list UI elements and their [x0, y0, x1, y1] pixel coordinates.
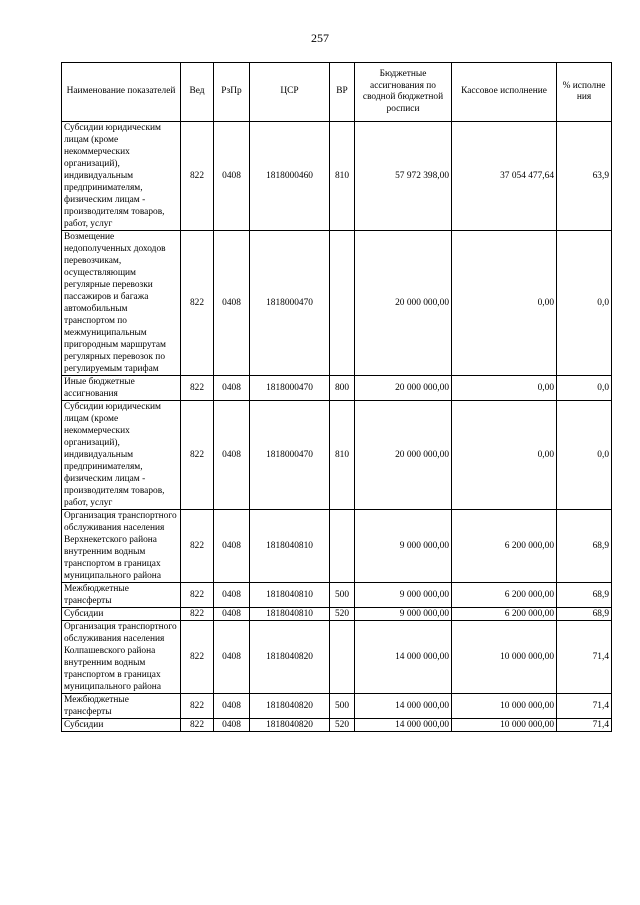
column-header-ved: Вед [181, 63, 214, 122]
row-assignments: 14 000 000,00 [355, 621, 452, 694]
row-name: Организация транспортного обслуживания населения Колпашевского района внутренним водным транспортом в границах муниципального района [62, 621, 181, 694]
row-assignments: 57 972 398,00 [355, 122, 452, 231]
row-assignments: 20 000 000,00 [355, 401, 452, 510]
table-row [62, 583, 612, 608]
row-rzpr: 0408 [214, 608, 250, 621]
row-ved: 822 [181, 510, 214, 583]
row-vr: 800 [330, 376, 355, 401]
row-csr: 1818000470 [250, 401, 330, 510]
row-csr: 1818040820 [250, 719, 330, 732]
row-vr: 810 [330, 401, 355, 510]
table-row [62, 719, 612, 732]
row-rzpr: 0408 [214, 583, 250, 608]
row-execution: 6 200 000,00 [452, 608, 557, 621]
row-csr: 1818000470 [250, 376, 330, 401]
row-assignments: 14 000 000,00 [355, 719, 452, 732]
row-csr: 1818040810 [250, 608, 330, 621]
table-row [62, 122, 612, 231]
row-percent: 68,9 [557, 583, 612, 608]
budget-execution-table [61, 62, 612, 732]
row-name: Субсидии [62, 719, 181, 732]
row-ved: 822 [181, 376, 214, 401]
row-rzpr: 0408 [214, 621, 250, 694]
table-row [62, 401, 612, 510]
row-csr: 1818040810 [250, 510, 330, 583]
row-vr [330, 621, 355, 694]
row-percent: 71,4 [557, 694, 612, 719]
row-ved: 822 [181, 231, 214, 376]
row-csr: 1818000460 [250, 122, 330, 231]
row-execution: 10 000 000,00 [452, 694, 557, 719]
row-ved: 822 [181, 401, 214, 510]
row-vr: 810 [330, 122, 355, 231]
row-execution: 10 000 000,00 [452, 621, 557, 694]
row-rzpr: 0408 [214, 231, 250, 376]
row-assignments: 9 000 000,00 [355, 510, 452, 583]
row-rzpr: 0408 [214, 401, 250, 510]
row-vr: 520 [330, 608, 355, 621]
row-name: Возмещение недополученных доходов перевозчикам, осуществляющим регулярные перевозки пассажиров и багажа автомобильным транспортом по межмуниципальным пригородным маршрутам регулярных перевозок по регулируемым тарифам [62, 231, 181, 376]
row-vr [330, 510, 355, 583]
page-number: 257 [311, 31, 329, 45]
row-csr: 1818000470 [250, 231, 330, 376]
row-vr: 520 [330, 719, 355, 732]
row-percent: 63,9 [557, 122, 612, 231]
row-rzpr: 0408 [214, 122, 250, 231]
row-percent: 71,4 [557, 621, 612, 694]
row-execution: 6 200 000,00 [452, 510, 557, 583]
row-percent: 0,0 [557, 401, 612, 510]
row-csr: 1818040810 [250, 583, 330, 608]
row-name: Межбюджетные трансферты [62, 583, 181, 608]
table-row [62, 608, 612, 621]
row-execution: 0,00 [452, 376, 557, 401]
row-assignments: 9 000 000,00 [355, 583, 452, 608]
row-vr: 500 [330, 694, 355, 719]
row-vr [330, 231, 355, 376]
row-ved: 822 [181, 122, 214, 231]
row-name: Субсидии [62, 608, 181, 621]
row-ved: 822 [181, 694, 214, 719]
row-assignments: 14 000 000,00 [355, 694, 452, 719]
row-csr: 1818040820 [250, 621, 330, 694]
row-ved: 822 [181, 608, 214, 621]
row-rzpr: 0408 [214, 694, 250, 719]
table-row [62, 621, 612, 694]
row-execution: 0,00 [452, 401, 557, 510]
row-percent: 71,4 [557, 719, 612, 732]
row-assignments: 9 000 000,00 [355, 608, 452, 621]
row-name: Субсидии юридическим лицам (кроме некоммерческих организаций), индивидуальным предпринимателям, физическим лицам - производителям товаров, работ, услуг [62, 122, 181, 231]
row-execution: 0,00 [452, 231, 557, 376]
table-row [62, 231, 612, 376]
column-header-vr: ВР [330, 63, 355, 122]
row-percent: 68,9 [557, 510, 612, 583]
column-header-assignments: Бюджетные ассигнования по сводной бюджетной росписи [355, 63, 452, 122]
row-ved: 822 [181, 719, 214, 732]
table-header-row [62, 63, 612, 122]
row-rzpr: 0408 [214, 510, 250, 583]
row-execution: 37 054 477,64 [452, 122, 557, 231]
row-name: Иные бюджетные ассигнования [62, 376, 181, 401]
row-assignments: 20 000 000,00 [355, 376, 452, 401]
row-ved: 822 [181, 621, 214, 694]
column-header-execution: Кассовое исполнение [452, 63, 557, 122]
table-row [62, 376, 612, 401]
row-assignments: 20 000 000,00 [355, 231, 452, 376]
column-header-csr: ЦСР [250, 63, 330, 122]
table-row [62, 694, 612, 719]
row-rzpr: 0408 [214, 719, 250, 732]
row-percent: 68,9 [557, 608, 612, 621]
row-execution: 10 000 000,00 [452, 719, 557, 732]
row-csr: 1818040820 [250, 694, 330, 719]
row-name: Межбюджетные трансферты [62, 694, 181, 719]
row-rzpr: 0408 [214, 376, 250, 401]
table-row [62, 510, 612, 583]
row-name: Субсидии юридическим лицам (кроме некоммерческих организаций), индивидуальным предпринимателям, физическим лицам - производителям товаров, работ, услуг [62, 401, 181, 510]
row-ved: 822 [181, 583, 214, 608]
row-execution: 6 200 000,00 [452, 583, 557, 608]
column-header-percent: % исполне ния [557, 63, 612, 122]
row-vr: 500 [330, 583, 355, 608]
column-header-name: Наименование показателей [62, 63, 181, 122]
row-percent: 0,0 [557, 376, 612, 401]
column-header-rzpr: РзПр [214, 63, 250, 122]
row-percent: 0,0 [557, 231, 612, 376]
row-name: Организация транспортного обслуживания населения Верхнекетского района внутренним водным транспортом в границах муниципального района [62, 510, 181, 583]
